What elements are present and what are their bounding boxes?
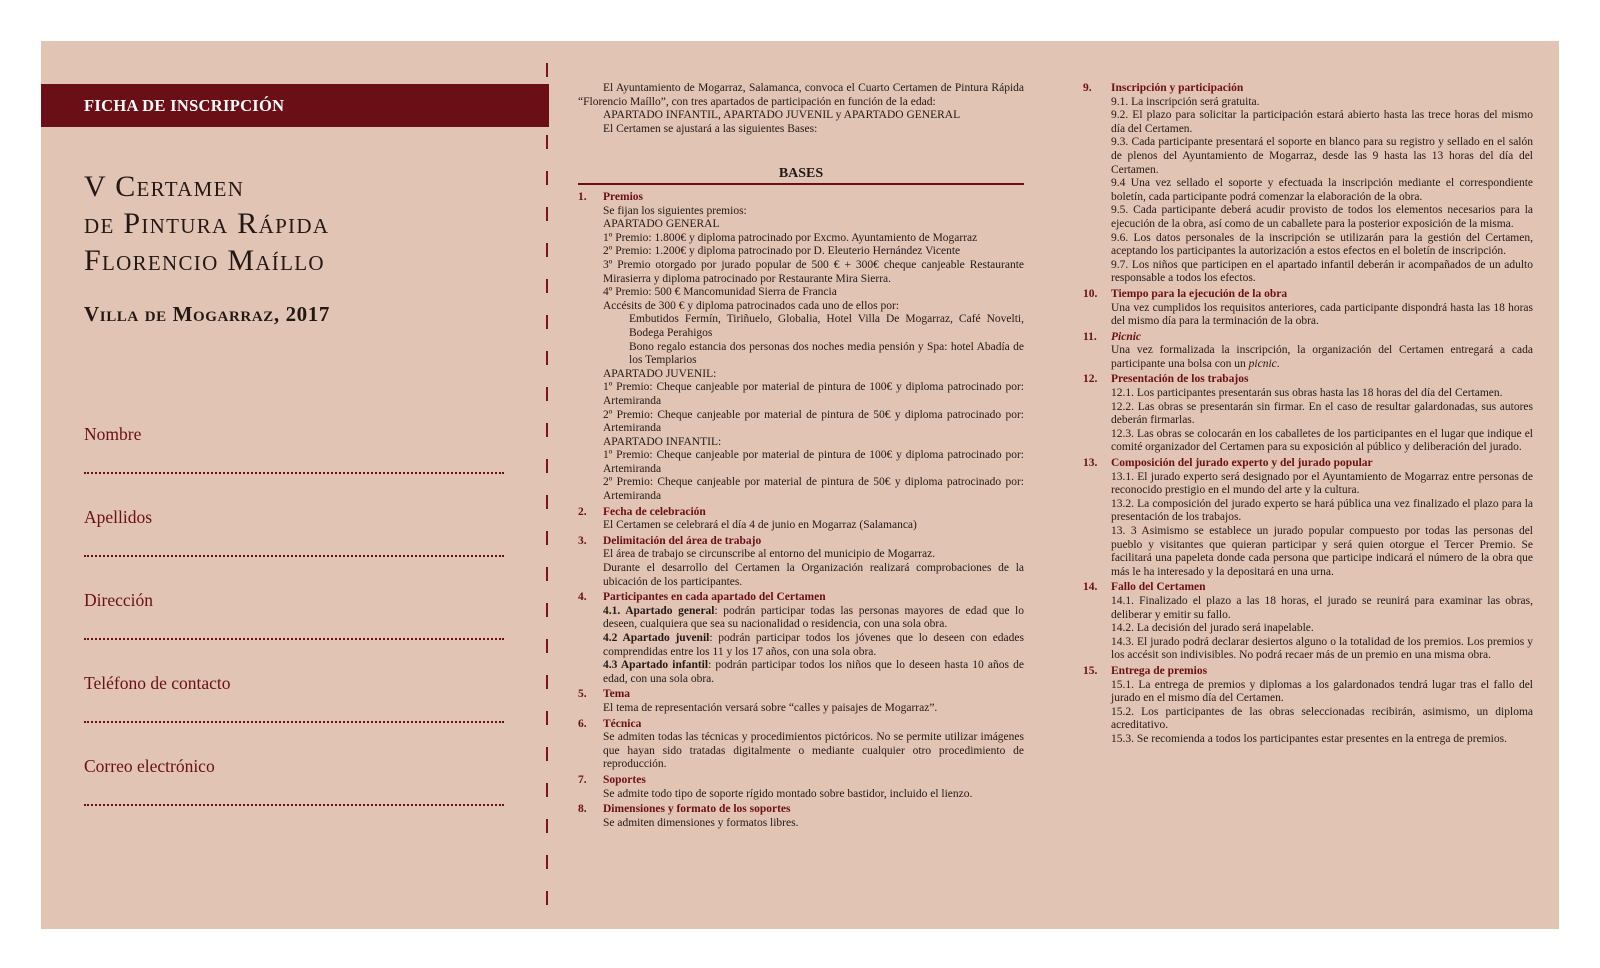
registration-banner	[41, 84, 549, 127]
section-premios	[578, 191, 1024, 504]
section-title: Picnic	[1111, 330, 1142, 343]
banner-text: FICHA DE INSCRIPCIÓN	[84, 96, 285, 115]
section-line: 12.1. Los participantes presentarán sus obras hasta las 18 horas del día del Certamen.	[1111, 387, 1503, 400]
section-line: 4º Premio: 500 € Mancomunidad Sierra de Francia	[603, 286, 837, 299]
section-picnic	[1083, 331, 1533, 372]
intro-sections: APARTADO INFANTIL, APARTADO JUVENIL y APARTADO GENERAL	[603, 109, 961, 122]
field-label: Teléfono de contacto	[84, 673, 231, 693]
section-line: 12.2. Las obras se presentarán sin firmar. En el caso de resultar galardonadas, sus autores deberán firmarlas.	[1111, 400, 1533, 427]
section-inscripcion	[1083, 82, 1533, 286]
section-line: APARTADO INFANTIL:	[603, 435, 722, 448]
section-number: 13.	[1083, 457, 1098, 470]
registration-form	[84, 424, 504, 839]
section-line: Una vez cumplidos los requisitos anteriores, cada participante dispondrá hasta las 18 horas del mismo día para la terminación de la obra.	[1111, 301, 1533, 328]
section-line: 9.5. Cada participante deberá acudir provisto de todos los elementos necesarios para la ejecución de la obra, así como de un caballete para la posterior exposición de la misma.	[1111, 204, 1533, 230]
section-line: 1º Premio: Cheque canjeable por material de pintura de 100€ y diploma patrocinado por: Artemiranda	[603, 449, 1024, 475]
subsection-text: : podrán participar todas las personas mayores de edad que lo deseen, cualquiera que sea su nacionalidad o residencia, con una sola obra.	[603, 604, 1024, 631]
section-line: 14.1. Finalizado el plazo a las 18 horas, el jurado se reunirá para examinar las obras, deliberar y emitir su fallo.	[1111, 594, 1533, 621]
section-line: 13. 3 Asimismo se establece un jurado popular compuesto por todas las personas del pueblo y visitantes que quieran participar y será quien otorgue el Tercer Premio. Se facilitará una papeleta donde cada persona que participe indicará el número de la obra que más le ha interesado y la depositará en una urna.	[1111, 525, 1533, 578]
field-nombre[interactable]	[84, 424, 504, 507]
subsection-label: 4.2 Apartado juvenil	[603, 632, 710, 644]
section-line: 12.3. Las obras se colocarán en los caballetes de los participantes en el lugar que indique el comité organizador del Certamen para su exposición al público y deliberación del jurado.	[1111, 427, 1533, 454]
section-line: 14.2. La decisión del jurado será inapelable.	[1111, 622, 1314, 635]
field-apellidos[interactable]	[84, 507, 504, 590]
section-line: 13.1. El jurado experto será designado por el Ayuntamiento de Mogarraz entre personas de reconocido prestigio en el mundo del arte y la cultura.	[1111, 470, 1533, 497]
section-dimensiones	[578, 803, 1024, 830]
section-text-end: .	[1276, 357, 1280, 370]
subsection-text: : podrán participar todos los niños que lo deseen hasta 10 años de edad, con una sola obra.	[603, 659, 1024, 685]
section-line: 1º Premio: Cheque canjeable por material de pintura de 100€ y diploma patrocinado por: Artemiranda	[603, 381, 1024, 407]
section-number: 9.	[1083, 82, 1092, 94]
section-line: 2º Premio: 1.200€ y diploma patrocinado por D. Eleuterio Hernández Vicente	[603, 245, 961, 258]
section-number: 8.	[578, 803, 587, 816]
section-emphasis: picnic	[1248, 357, 1277, 370]
subsection-label: 4.1. Apartado general	[603, 604, 715, 617]
section-line: El Certamen se celebrará el día 4 de junio en Mogarraz (Salamanca)	[603, 519, 917, 532]
title-line: V Certamen	[84, 170, 245, 203]
dotted-line[interactable]	[84, 638, 504, 640]
section-line: 9.7. Los niños que participen en el apartado infantil deberán ir acompañados de un adulto responsable a todos los efectos.	[1111, 258, 1533, 285]
title-line: Florencio Maíllo	[84, 244, 325, 277]
section-title: Delimitación del área de trabajo	[603, 534, 762, 547]
section-line: 15.2. Los participantes de las obras seleccionadas recibirán, asimismo, un diploma acreditativo.	[1111, 705, 1533, 732]
section-line: 9.2. El plazo para solicitar la participación estará abierto hasta las trece horas del mismo día del Certamen.	[1111, 109, 1533, 135]
section-line: Se admiten dimensiones y formatos libres.	[603, 816, 799, 829]
accesit-sponsors: Bono regalo estancia dos personas dos noches media pensión y Spa: hotel Abadía de los Templarios	[629, 340, 1024, 367]
section-number: 6.	[578, 717, 587, 730]
section-fecha	[578, 506, 1024, 533]
section-number: 10.	[1083, 287, 1098, 300]
section-number: 7.	[578, 773, 587, 786]
section-line: 15.3. Se recomienda a todos los participantes estar presentes en la entrega de premios.	[1111, 732, 1507, 745]
section-jurado	[1083, 457, 1533, 579]
dotted-line[interactable]	[84, 555, 504, 557]
section-tema	[578, 688, 1024, 715]
section-number: 4.	[578, 591, 587, 604]
intro-closing: El Certamen se ajustará a las siguientes Bases:	[603, 122, 818, 135]
dotted-line[interactable]	[84, 804, 504, 806]
section-number: 12.	[1083, 373, 1098, 386]
section-text: Una vez formalizada la inscripción, la organización del Certamen entregará a cada participante una bolsa con un	[1111, 344, 1533, 370]
section-line	[603, 659, 1024, 686]
field-telefono[interactable]	[84, 673, 504, 756]
subsection-label: 4.3 Apartado infantil	[603, 659, 709, 672]
section-line: 9.3. Cada participante presentará el soporte en blanco para su registro y sellado en el salón de plenos del Ayuntamiento de Mogarraz, desde las 9 hasta las 13 horas del día del Certamen.	[1111, 136, 1533, 176]
section-title: Premios	[603, 191, 644, 203]
event-subtitle: Villa de Mogarraz, 2017	[84, 302, 330, 326]
section-title: Entrega de premios	[1111, 664, 1208, 677]
section-title: Tema	[603, 688, 631, 701]
field-label: Apellidos	[84, 507, 153, 527]
section-line	[603, 605, 1024, 632]
subsection-text: : podrán participar todos los jóvenes que lo deseen con edades comprendidas entre los 11 y los 17 años, con una sola obra.	[603, 632, 1024, 658]
field-correo[interactable]	[84, 756, 504, 839]
section-number: 2.	[578, 505, 587, 518]
section-line: Se admiten todas las técnicas y procedimientos pictóricos. No se permite utilizar imágenes que hayan sido tratadas digitalmente o mediante cualquier otro procedimiento de reproducción.	[603, 731, 1024, 771]
section-title: Composición del jurado experto y del jurado popular	[1111, 457, 1373, 470]
section-area	[578, 535, 1024, 589]
section-line: Durante el desarrollo del Certamen la Organización realizará comprobaciones de la ubicación de los participantes.	[603, 562, 1024, 588]
section-tiempo	[1083, 288, 1533, 329]
section-line: 14.3. El jurado podrá declarar desiertos alguno o la totalidad de los premios. Los premios y los accésit son indivisibles. No podrá recaer más de un premio en una misma obra.	[1111, 635, 1533, 662]
section-line: Se admite todo tipo de soporte rígido montado sobre bastidor, incluido el lienzo.	[603, 787, 973, 800]
section-title: Presentación de los trabajos	[1111, 373, 1249, 386]
field-label: Nombre	[84, 424, 142, 444]
section-title: Fallo del Certamen	[1111, 581, 1206, 594]
section-title: Dimensiones y formato de los soportes	[603, 803, 791, 816]
section-line: APARTADO JUVENIL:	[603, 367, 717, 380]
section-title: Técnica	[603, 717, 642, 730]
section-title: Fecha de celebración	[603, 505, 706, 518]
section-participantes	[578, 591, 1024, 686]
section-line: 13.2. La composición del jurado experto se hará pública una vez finalizado el plazo para la presentación de los trabajos.	[1111, 497, 1533, 524]
accesit-sponsors: Embutidos Fermín, Tiriñuelo, Globalia, Hotel Villa De Mogarraz, Café Novelti, Bodega Perahigos	[629, 313, 1024, 339]
dotted-line[interactable]	[84, 472, 504, 474]
section-title: Participantes en cada apartado del Certamen	[603, 591, 826, 604]
section-title: Soportes	[603, 773, 646, 786]
bases-column-2	[1083, 82, 1533, 749]
section-line: Se fijan los siguientes premios:	[603, 204, 747, 217]
bases-column-1	[578, 191, 1024, 832]
title-line: de Pintura Rápida	[84, 207, 330, 240]
section-line: 9.4 Una vez sellado el soporte y efectuada la inscripción mediante el correspondiente boletín, cada participante podrá comenzar la elaboración de la obra.	[1111, 177, 1533, 203]
section-number: 3.	[578, 534, 587, 547]
section-number: 5.	[578, 688, 587, 701]
field-direccion[interactable]	[84, 590, 504, 673]
bases-heading: BASES	[578, 166, 1024, 185]
section-entrega	[1083, 665, 1533, 747]
field-label: Correo electrónico	[84, 756, 215, 776]
intro-paragraph: El Ayuntamiento de Mogarraz, Salamanca, convoca el Cuarto Certamen de Pintura Rápida “Florencio Maíllo”, con tres apartados de participación en función de la edad:	[578, 82, 1024, 108]
dotted-line[interactable]	[84, 721, 504, 723]
section-line: Accésits de 300 € y diploma patrocinados cada uno de ellos por:	[603, 299, 900, 312]
section-number: 1.	[578, 191, 587, 203]
section-line: El tema de representación versará sobre “calles y paisajes de Mogarraz”.	[603, 701, 938, 714]
section-number: 11.	[1083, 330, 1097, 343]
section-line	[603, 632, 1024, 659]
section-tecnica	[578, 718, 1024, 772]
section-number: 14.	[1083, 581, 1098, 594]
section-soportes	[578, 774, 1024, 801]
section-title: Tiempo para la ejecución de la obra	[1111, 287, 1288, 300]
section-presentacion	[1083, 373, 1533, 455]
section-number: 15.	[1083, 664, 1098, 677]
event-title	[84, 168, 329, 279]
section-line: 2º Premio: Cheque canjeable por material de pintura de 50€ y diploma patrocinado por: Artemiranda	[603, 408, 1024, 435]
section-line: 1º Premio: 1.800€ y diploma patrocinado por Excmo. Ayuntamiento de Mogarraz	[603, 231, 978, 244]
section-line: 9.6. Los datos personales de la inscripción se utilizarán para la gestión del Certamen, aceptando los participantes la autorización a estos efectos en el boletín de inscripción.	[1111, 231, 1533, 258]
section-line: 3º Premio otorgado por jurado popular de 500 € + 300€ cheque canjeable Restaurante Mirasierra y diploma patrocinado por Restaurante Mira Sierra.	[603, 258, 1024, 285]
section-fallo	[1083, 581, 1533, 663]
intro-text	[578, 82, 1024, 136]
section-line: El área de trabajo se circunscribe al entorno del municipio de Mogarraz.	[603, 548, 936, 561]
section-line: 15.1. La entrega de premios y diplomas a los galardonados tendrá lugar tras el fallo del jurado en el mismo día del Certamen.	[1111, 678, 1533, 705]
section-line	[1111, 344, 1533, 371]
section-line: 9.1. La inscripción será gratuita.	[1111, 95, 1260, 108]
field-label: Dirección	[84, 590, 153, 610]
section-title: Inscripción y participación	[1111, 82, 1244, 94]
section-line: 2º Premio: Cheque canjeable por material de pintura de 50€ y diploma patrocinado por: Artemiranda	[603, 476, 1024, 503]
section-line: APARTADO GENERAL	[603, 218, 720, 231]
